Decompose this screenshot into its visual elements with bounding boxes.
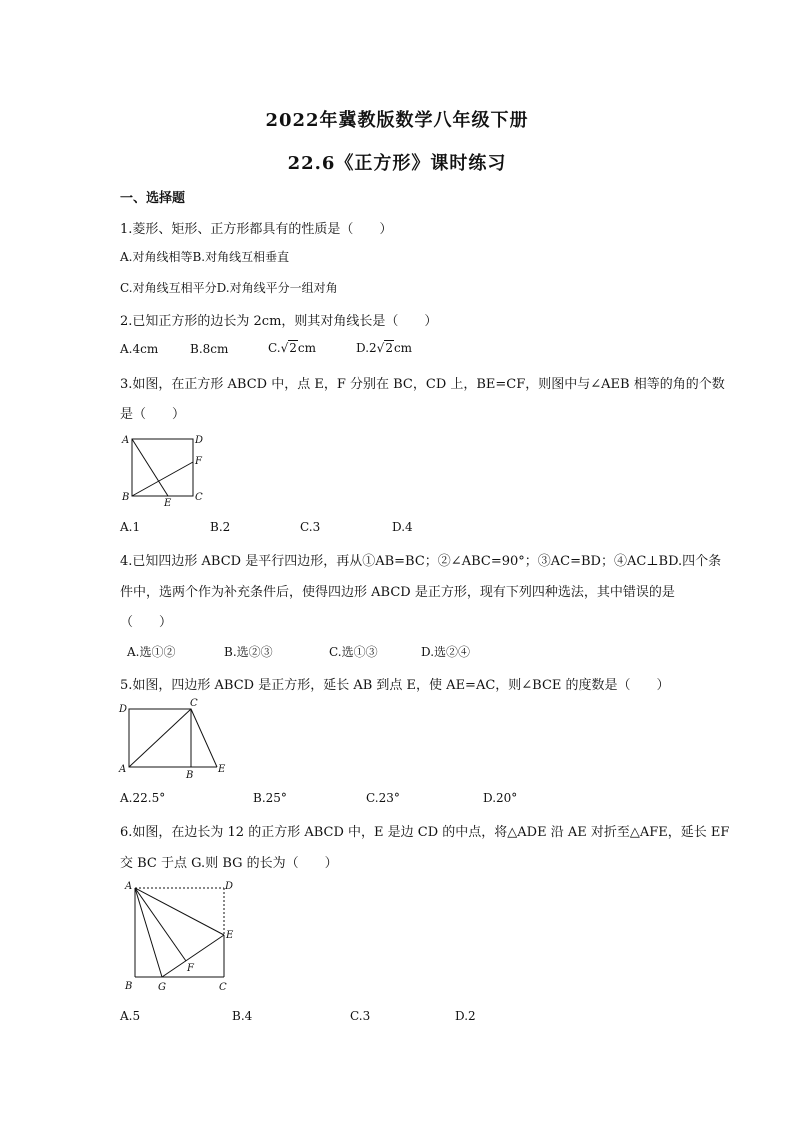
q5-option-b: B.25° xyxy=(253,791,287,805)
q1-options-line2: C.对角线互相平分D.对角线平分一组对角 xyxy=(120,281,338,295)
label-b: B xyxy=(125,981,133,992)
q6-option-b: B.4 xyxy=(232,1009,253,1023)
sqrt-symbol: √2 xyxy=(280,341,297,355)
label-c: C xyxy=(190,698,198,709)
q4-stem-line3: （ ） xyxy=(120,615,173,630)
q4-option-d: D.选②④ xyxy=(421,645,471,659)
q2-option-c-prefix: C. xyxy=(268,341,281,355)
q4-option-b: B.选②③ xyxy=(224,645,273,659)
q4-option-a: A.选①② xyxy=(127,645,176,659)
q6-option-d: D.2 xyxy=(455,1009,476,1023)
label-f: F xyxy=(195,456,202,467)
q6-figure xyxy=(115,876,245,996)
q2-option-c-suffix: cm xyxy=(297,341,316,355)
label-c: C xyxy=(195,492,203,503)
label-g: G xyxy=(158,982,166,993)
sqrt-symbol: √2 xyxy=(376,341,393,355)
q4-stem-line2: 件中，选两个作为补充条件后，使得四边形 ABCD 是正方形，现有下列四种选法，其中错误的是 xyxy=(120,585,675,600)
label-e: E xyxy=(164,498,172,509)
q2-option-c xyxy=(268,341,316,355)
diagonal-ac xyxy=(129,709,191,767)
q3-option-a: A.1 xyxy=(120,520,141,534)
segment-af xyxy=(135,888,186,961)
label-b: B xyxy=(186,770,194,781)
label-d: D xyxy=(119,704,128,715)
q3-option-c: C.3 xyxy=(300,520,321,534)
q3-figure xyxy=(115,430,215,512)
document-title: 2022年冀教版数学八年级下册 xyxy=(265,110,529,131)
segment-ag xyxy=(135,888,162,977)
q2-option-c-radicand: 2 xyxy=(289,341,297,355)
q1-options-line1: A.对角线相等B.对角线互相垂直 xyxy=(120,250,290,264)
q1-stem: 1.菱形、矩形、正方形都具有的性质是（ ） xyxy=(120,222,393,237)
label-c: C xyxy=(219,982,227,993)
label-f: F xyxy=(187,963,194,974)
section-heading: 一、选择题 xyxy=(120,191,186,206)
q5-stem: 5.如图，四边形 ABCD 是正方形，延长 AB 到点 E，使 AE=AC，则∠BCE 的度数是（ ） xyxy=(120,678,670,693)
q5-option-c: C.23° xyxy=(366,791,400,805)
q2-option-d-suffix: cm xyxy=(393,341,413,355)
q6-stem-line1: 6.如图，在边长为 12 的正方形 ABCD 中，E 是边 CD 的中点，将△ADE 沿 AE 对折至△AFE，延长 EF xyxy=(120,825,730,840)
q5-option-d: D.20° xyxy=(483,791,518,805)
q2-stem: 2.已知正方形的边长为 2cm，则其对角线长是（ ） xyxy=(120,314,438,329)
q3-stem-line1: 3.如图，在正方形 ABCD 中，点 E，F 分别在 BC，CD 上，BE=CF，则图中与∠AEB 相等的角的个数 xyxy=(120,377,725,392)
q6-stem-line2: 交 BC 于点 G.则 BG 的长为（ ） xyxy=(120,856,338,871)
document-subtitle: 22.6《正方形》课时练习 xyxy=(287,153,507,174)
segment-ce xyxy=(191,709,217,767)
q6-option-c: C.3 xyxy=(350,1009,371,1023)
label-a: A xyxy=(119,764,127,775)
q5-figure xyxy=(115,698,240,780)
q2-option-b: B.8cm xyxy=(190,342,229,356)
q2-option-d xyxy=(356,341,412,355)
q4-stem-line1: 4.已知四边形 ABCD 是平行四边形，再从①AB=BC；②∠ABC=90°；③AC=BD；④AC⊥BD.四个条 xyxy=(120,554,722,569)
q2-option-d-radicand: 2 xyxy=(385,341,393,355)
q3-option-b: B.2 xyxy=(210,520,231,534)
segment-ae xyxy=(135,888,224,935)
q2-option-d-prefix: D.2 xyxy=(356,341,377,355)
label-e: E xyxy=(218,764,226,775)
label-d: D xyxy=(225,881,234,892)
label-b: B xyxy=(122,492,130,503)
q5-option-a: A.22.5° xyxy=(120,791,166,805)
q6-option-a: A.5 xyxy=(120,1009,141,1023)
q3-option-d: D.4 xyxy=(392,520,413,534)
label-a: A xyxy=(122,435,130,446)
q4-option-c: C.选①③ xyxy=(329,645,378,659)
label-a: A xyxy=(125,881,133,892)
label-e: E xyxy=(226,930,234,941)
q2-option-a: A.4cm xyxy=(120,342,159,356)
q3-stem-line2: 是（ ） xyxy=(120,407,186,422)
segment-ae xyxy=(132,439,168,496)
segment-bf xyxy=(132,462,193,496)
label-d: D xyxy=(195,435,204,446)
